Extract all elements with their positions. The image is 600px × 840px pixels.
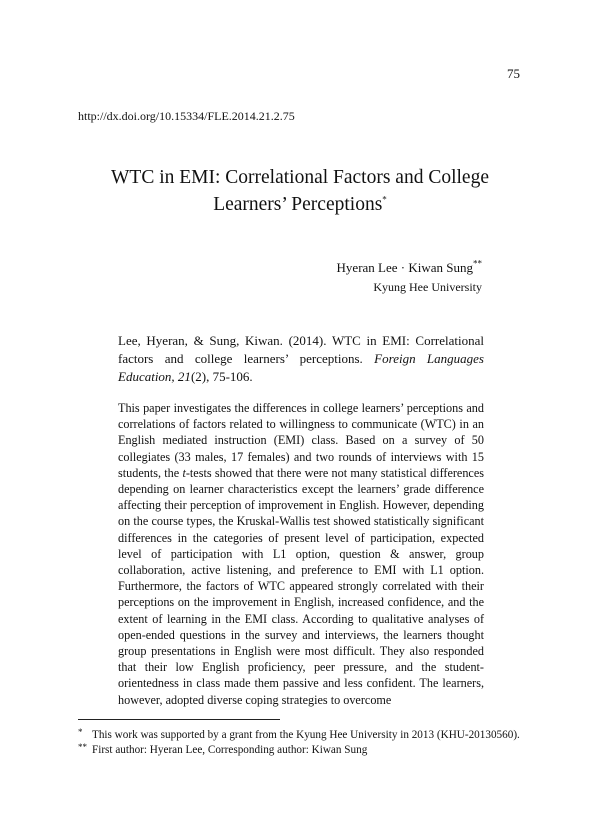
author-affiliation: Kyung Hee University (373, 280, 482, 294)
title-line-2-text: Learners’ Perceptions (213, 194, 383, 215)
abstract-part-2: -tests showed that there were not many statistical differences depending on learner characteristics except the learners’ grade difference affecting their perception of improvement in English. However, depending on the course types, the Kruskal-Wallis test showed statistically significant differences in the categories of present level of participation, expected level of participation with L1 option, question & answer, group collaboration, active listening, and preference to EMI with L1 option. Furthermore, the factors of WTC appeared strongly correlated with their perceptions on the improvement in English, increased confidence, and the extent of learning in the EMI class. According to qualitative analyses of open-ended questions in the survey and interviews, the learners thought group presentations in English were most difficult. They also responded that their low English proficiency, peer pressure, and the student-orientedness in class made them passive and less confident. The learners, however, adopted diverse coping strategies to overcome (118, 465, 484, 707)
citation-journal: Foreign Languages Education, 21 (118, 351, 484, 384)
citation-block (118, 332, 484, 386)
citation-lead: Lee, Hyeran, & Sung, Kiwan. (2014). WTC in EMI: Correlational factors and college learners’ perceptions. (118, 333, 484, 366)
title-line-1: WTC in EMI: Correlational Factors and College (111, 167, 489, 188)
page-number: 75 (507, 66, 520, 81)
doi-link[interactable]: http://dx.doi.org/10.15334/FLE.2014.21.2.75 (78, 109, 295, 123)
footnote-divider (78, 719, 280, 720)
abstract-part-1: This paper investigates the differences in college learners’ perceptions and correlations of factors related to willingness to communicate (WTC) in an English mediated instruction (EMI) class. Based on a survey of 50 collegiates (33 males, 17 females) and two rounds of interviews with 15 students, the (118, 401, 484, 480)
author-names-text: Hyeran Lee · Kiwan Sung (336, 260, 473, 275)
footnote-text: This work was supported by a grant from the Kyung Hee University in 2013 (KHU-20130560). (92, 729, 520, 741)
footnote-authors (78, 743, 522, 758)
author-names (337, 260, 482, 276)
author-footnote-mark: ** (473, 258, 482, 269)
footnote-text: First author: Hyeran Lee, Corresponding author: Kiwan Sung (92, 744, 368, 756)
paper-title (60, 164, 540, 218)
abstract-text (118, 400, 484, 708)
footnote-funding (78, 728, 522, 743)
footnote-mark: ** (78, 742, 87, 752)
footnote-mark: * (78, 727, 83, 737)
footnotes (78, 728, 522, 758)
title-line-2 (60, 191, 540, 218)
citation-tail: (2), 75-106. (190, 369, 253, 384)
abstract-t-symbol: t (182, 465, 186, 480)
title-footnote-mark: * (382, 194, 387, 205)
